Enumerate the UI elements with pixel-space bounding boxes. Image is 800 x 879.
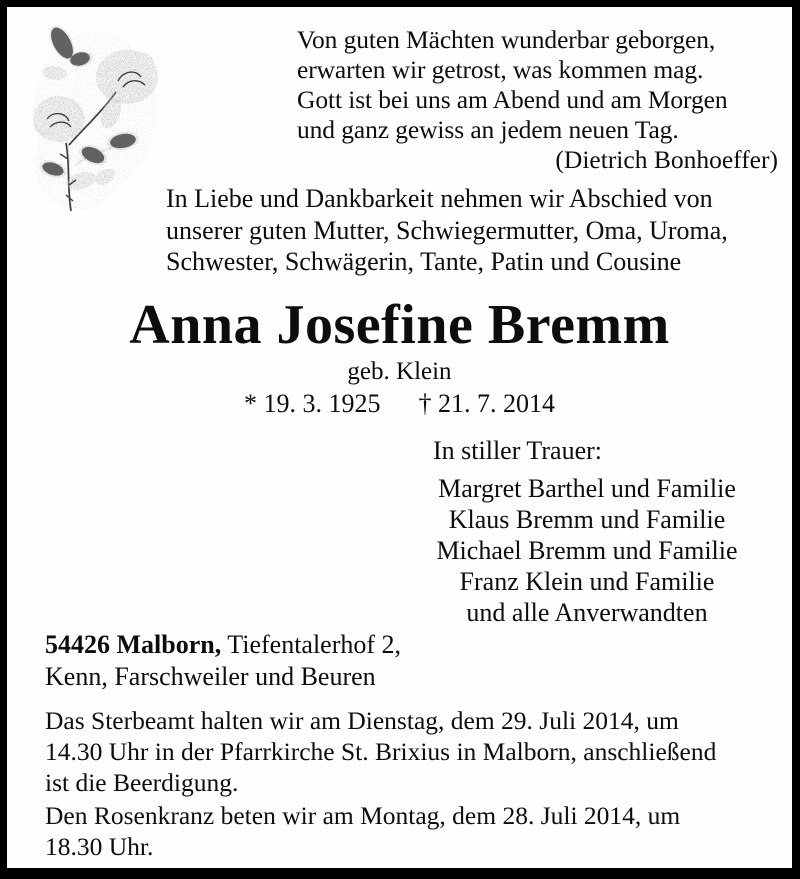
poem-line-4: und ganz gewiss an jedem neuen Tag. [297,115,679,144]
service-line-2: 14.30 Uhr in der Pfarrkirche St. Brixius in Malborn, anschließend [45,737,717,766]
deceased-block [7,295,792,419]
mourner-entry: Michael Bremm und Familie [436,536,738,565]
address-block [45,629,645,693]
rosary-line-1: Den Rosenkranz beten wir am Montag, dem 28. Juli 2014, um [45,801,681,830]
poem-line-2: erwarten wir getrost, was kommen mag. [297,55,704,84]
service-block [45,705,775,798]
poem-line-3: Gott ist bei uns am Abend und am Morgen [297,85,728,114]
address-postal-city: 54426 Malborn, [45,630,222,659]
deceased-maiden-name: geb. Klein [347,358,452,385]
birth-date: 19. 3. 1925 [263,389,381,418]
farewell-line-3: Schwester, Schwägerin, Tante, Patin und Cousine [166,247,682,276]
address-other-places: Kenn, Farschweiler und Beuren [45,662,376,691]
deceased-dates [7,389,792,419]
deceased-name: Anna Josefine Bremm [129,294,670,356]
death-date: 21. 7. 2014 [438,389,555,418]
farewell-line-1: In Liebe und Dankbarkeit nehmen wir Abschied von [166,184,713,213]
notice-inner [7,7,792,868]
mourners-block [402,435,772,628]
address-street: Tiefentalerhof 2, [221,630,402,659]
rose-illustration-container [19,15,169,223]
rose-illustration-icon [19,15,169,223]
birth-symbol: * [244,389,257,418]
mourners-heading: In stiller Trauer: [433,436,602,465]
farewell-line-2: unserer guten Mutter, Schwiegermutter, Oma, Uroma, [166,215,728,245]
address-line-1 [45,629,645,661]
mourner-entry: Franz Klein und Familie [459,567,715,596]
poem-block [297,25,777,145]
mourner-entry: Margret Barthel und Familie [438,474,736,503]
rosary-line-2: 18.30 Uhr. [45,832,154,861]
service-line-1: Das Sterbeamt halten wir am Dienstag, dem 29. Juli 2014, um [45,706,679,735]
poem-line-1: Von guten Mächten wunderbar geborgen, [297,25,716,54]
death-symbol: † [418,389,432,418]
mourner-entry: und alle Anverwandten [466,598,708,627]
mourner-entry: Klaus Bremm und Familie [448,505,726,534]
service-line-3: ist die Beerdigung. [45,768,239,797]
rosary-block [45,800,775,862]
farewell-block [166,183,781,278]
poem-attribution: (Dietrich Bonhoeffer) [555,145,778,174]
